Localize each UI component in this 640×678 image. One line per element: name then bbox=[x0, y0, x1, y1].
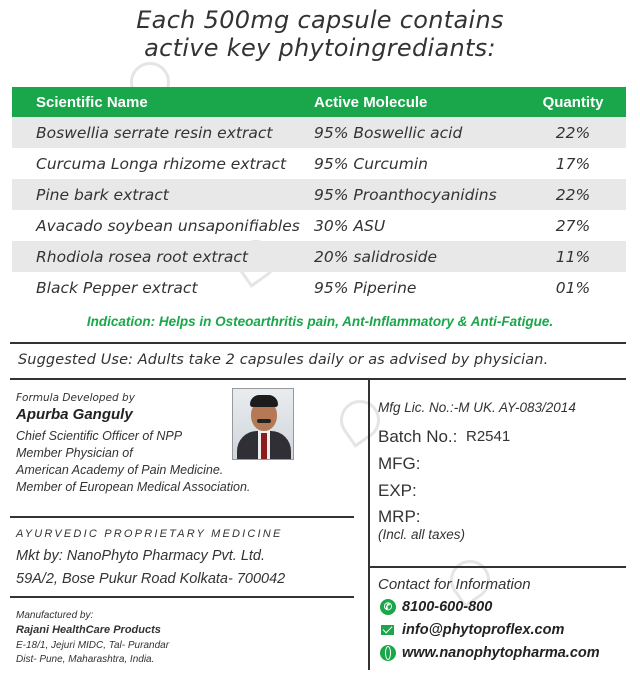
marketed-by: Mkt by: NanoPhyto Pharmacy Pvt. Ltd. bbox=[16, 548, 266, 564]
cell-quantity: 01% bbox=[555, 278, 591, 297]
cell-molecule: 20% salidroside bbox=[314, 247, 438, 266]
cell-name: Black Pepper extract bbox=[36, 278, 198, 297]
mrp-label: MRP: bbox=[378, 507, 421, 526]
table-header bbox=[12, 87, 626, 117]
cell-quantity: 27% bbox=[555, 216, 591, 235]
cell-quantity: 22% bbox=[555, 123, 591, 142]
phone-icon: ✆ bbox=[380, 599, 396, 615]
manufacturer-address: E-18/1, Jejuri MIDC, Tal- Purandar bbox=[16, 640, 170, 651]
table-row bbox=[12, 241, 626, 272]
doctor-credential: Member Physician of bbox=[16, 446, 133, 460]
header-active-molecule: Active Molecule bbox=[314, 93, 428, 111]
table-row bbox=[12, 148, 626, 179]
exp-date-label: EXP: bbox=[378, 481, 417, 500]
cell-quantity: 11% bbox=[555, 247, 591, 266]
header-scientific-name: Scientific Name bbox=[36, 93, 148, 111]
contact-phone bbox=[380, 599, 492, 615]
table-row bbox=[12, 272, 626, 303]
globe-icon bbox=[380, 645, 396, 661]
cell-name: Pine bark extract bbox=[36, 185, 169, 204]
ingredients-table bbox=[12, 87, 626, 303]
phone-number: 8100-600-800 bbox=[402, 599, 493, 615]
manufactured-label: Manufactured by: bbox=[16, 610, 94, 621]
batch-value: R2541 bbox=[466, 428, 511, 445]
column-divider bbox=[368, 380, 370, 670]
doctor-photo bbox=[232, 388, 294, 460]
cell-molecule: 95% Boswellic acid bbox=[314, 123, 463, 142]
heading-line-2: active key phytoingrediants: bbox=[144, 34, 496, 62]
table-row bbox=[12, 117, 626, 148]
table-row bbox=[12, 210, 626, 241]
heading-line-1: Each 500mg capsule contains bbox=[136, 6, 504, 34]
contact-title: Contact for Information bbox=[378, 576, 531, 593]
manufacturer-name: Rajani HealthCare Products bbox=[16, 624, 161, 636]
formula-label: Formula Developed by bbox=[16, 392, 135, 404]
mail-icon bbox=[380, 622, 396, 638]
cell-name: Avacado soybean unsaponifiables bbox=[36, 216, 300, 235]
doctor-name: Apurba Ganguly bbox=[16, 406, 133, 423]
header-quantity: Quantity bbox=[542, 93, 604, 111]
indication-text: Indication: Helps in Osteoarthritis pain, Ant-Inflammatory & Anti-Fatigue. bbox=[86, 314, 554, 329]
cell-molecule: 95% Proanthocyanidins bbox=[314, 185, 497, 204]
medicine-category: AYURVEDIC PROPRIETARY MEDICINE bbox=[16, 528, 283, 540]
contact-website bbox=[380, 645, 600, 661]
email-address: info@phytoproflex.com bbox=[402, 622, 565, 638]
cell-name: Rhodiola rosea root extract bbox=[36, 247, 248, 266]
website-url: www.nanophytopharma.com bbox=[402, 645, 600, 661]
mfg-license: Mfg Lic. No.:-M UK. AY-083/2014 bbox=[378, 400, 576, 415]
doctor-credential: American Academy of Pain Medicine. bbox=[16, 463, 224, 477]
cell-quantity: 22% bbox=[555, 185, 591, 204]
batch-label: Batch No.: bbox=[378, 427, 458, 446]
cell-molecule: 95% Piperine bbox=[314, 278, 417, 297]
divider bbox=[10, 596, 354, 598]
table-row bbox=[12, 179, 626, 210]
mfg-date-label: MFG: bbox=[378, 454, 421, 473]
marketer-address: 59A/2, Bose Pukur Road Kolkata- 700042 bbox=[16, 571, 286, 587]
divider bbox=[10, 516, 354, 518]
manufacturer-address: Dist- Pune, Maharashtra, India. bbox=[16, 654, 155, 665]
page-heading bbox=[0, 6, 640, 62]
contact-email bbox=[380, 622, 564, 638]
mrp-note: (Incl. all taxes) bbox=[378, 527, 466, 542]
doctor-credential: Member of European Medical Association. bbox=[16, 480, 251, 494]
cell-quantity: 17% bbox=[555, 154, 591, 173]
cell-name: Curcuma Longa rhizome extract bbox=[36, 154, 287, 173]
cell-molecule: 30% ASU bbox=[314, 216, 386, 235]
suggested-use-text: Suggested Use: Adults take 2 capsules daily or as advised by physician. bbox=[18, 352, 549, 368]
divider bbox=[10, 342, 626, 344]
divider bbox=[10, 378, 626, 380]
divider bbox=[370, 566, 626, 568]
cell-name: Boswellia serrate resin extract bbox=[36, 123, 273, 142]
doctor-credential: Chief Scientific Officer of NPP bbox=[16, 429, 183, 443]
cell-molecule: 95% Curcumin bbox=[314, 154, 428, 173]
